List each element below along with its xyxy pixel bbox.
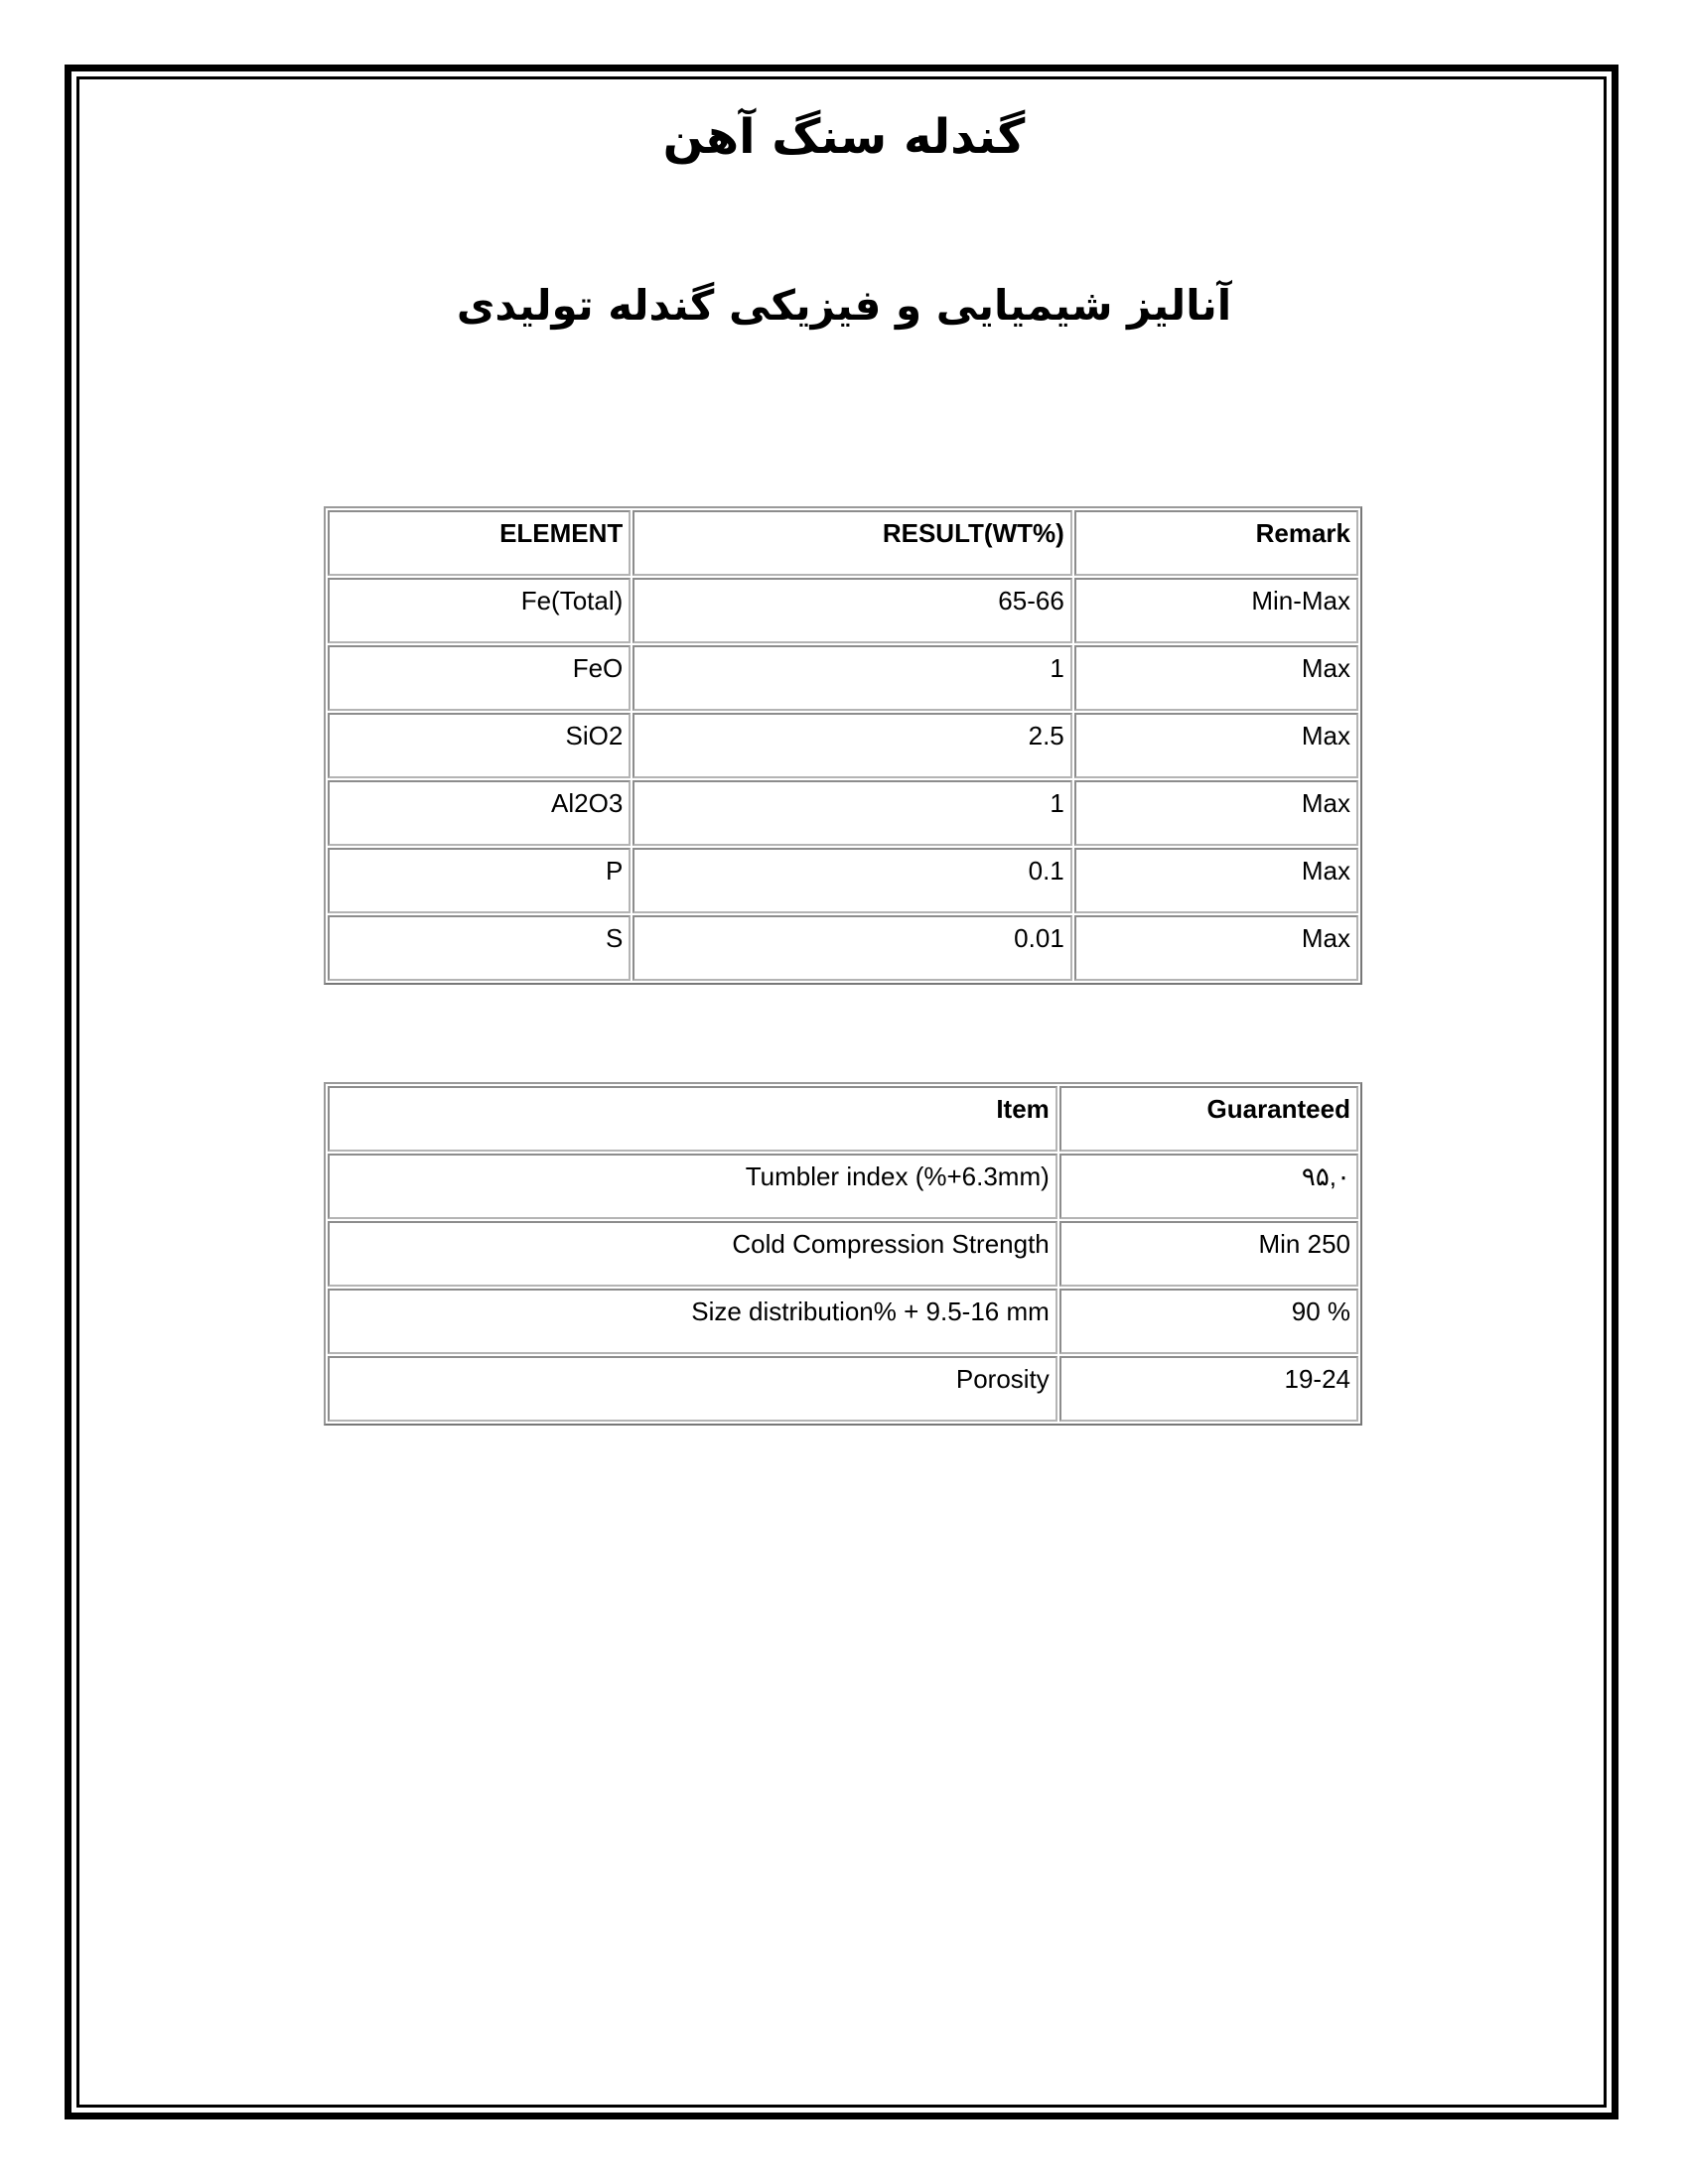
table-row: [328, 578, 1358, 643]
column-header-element: ELEMENT: [328, 510, 631, 576]
table-row: [328, 1154, 1358, 1219]
result-cell: 2.5: [633, 713, 1071, 778]
table-row: [328, 1356, 1358, 1422]
element-cell: SiO2: [328, 713, 631, 778]
table-header-row: [328, 1086, 1358, 1152]
element-cell: P: [328, 848, 631, 913]
remark-cell: Max: [1074, 645, 1358, 711]
page-subtitle: آنالیز شیمیایی و فیزیکی گندله تولیدی: [456, 281, 1232, 330]
result-cell: 65-66: [633, 578, 1071, 643]
remark-cell: Max: [1074, 713, 1358, 778]
item-cell: Porosity: [328, 1356, 1057, 1422]
column-header-result: RESULT(WT%): [633, 510, 1071, 576]
column-header-guaranteed: Guaranteed: [1059, 1086, 1358, 1152]
table-row: [328, 780, 1358, 846]
page-title: گندله سنگ آهن: [662, 109, 1026, 165]
element-cell: Fe(Total): [328, 578, 631, 643]
item-cell: Size distribution% + 9.5-16 mm: [328, 1289, 1057, 1354]
table-row: [328, 713, 1358, 778]
table-header-row: [328, 510, 1358, 576]
result-cell: 0.1: [633, 848, 1071, 913]
item-cell: Cold Compression Strength: [328, 1221, 1057, 1287]
guaranteed-cell: ۹۵,۰: [1059, 1154, 1358, 1219]
item-cell: Tumbler index (%+6.3mm): [328, 1154, 1057, 1219]
result-cell: 1: [633, 780, 1071, 846]
element-cell: Al2O3: [328, 780, 631, 846]
column-header-item: Item: [328, 1086, 1057, 1152]
table-row: [328, 848, 1358, 913]
result-cell: 0.01: [633, 915, 1071, 981]
remark-cell: Max: [1074, 848, 1358, 913]
physical-properties-table: [324, 1082, 1362, 1426]
table-row: [328, 1221, 1358, 1287]
remark-cell: Max: [1074, 780, 1358, 846]
guaranteed-cell: 90 %: [1059, 1289, 1358, 1354]
result-cell: 1: [633, 645, 1071, 711]
guaranteed-cell: Min 250: [1059, 1221, 1358, 1287]
element-cell: FeO: [328, 645, 631, 711]
table-row: [328, 915, 1358, 981]
element-cell: S: [328, 915, 631, 981]
column-header-remark: Remark: [1074, 510, 1358, 576]
remark-cell: Max: [1074, 915, 1358, 981]
guaranteed-cell: 19-24: [1059, 1356, 1358, 1422]
table-row: [328, 1289, 1358, 1354]
remark-cell: Min-Max: [1074, 578, 1358, 643]
chemical-analysis-table: [324, 506, 1362, 985]
table-row: [328, 645, 1358, 711]
